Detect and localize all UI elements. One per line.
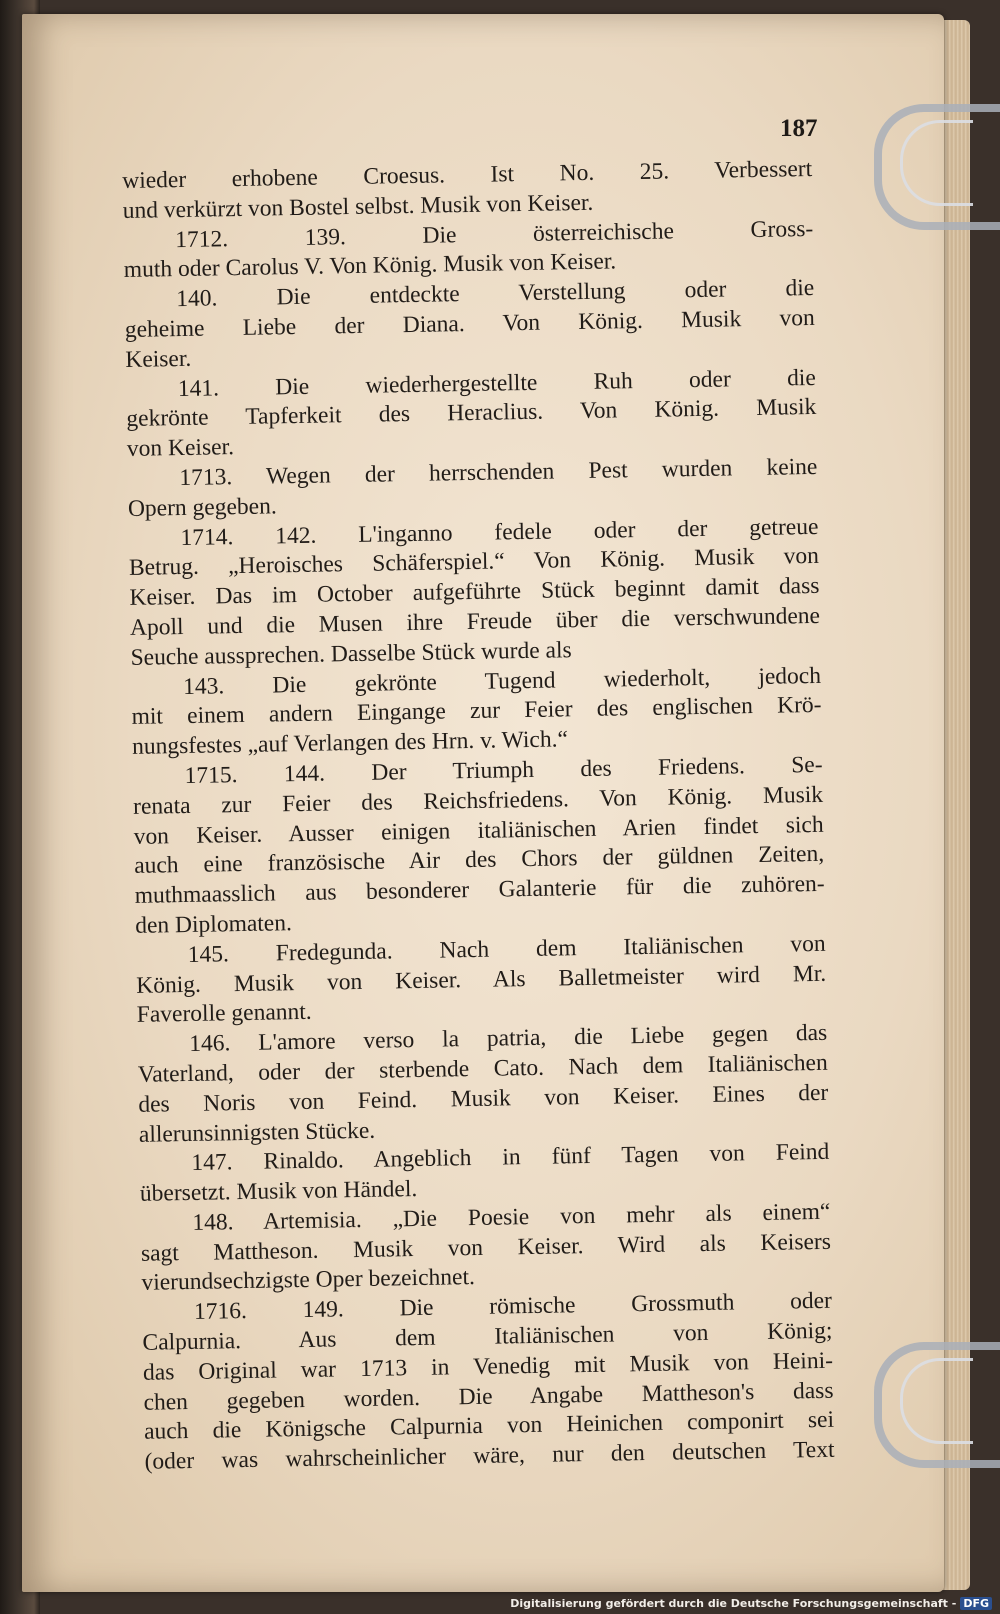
text-line: von Keiser. [126,434,235,463]
text-line: Keiser. Das im October aufgeführte Stück beginnt damit dass [129,573,820,612]
text-line: das Original war 1713 in Venedig mit Musik von Heini- [142,1347,834,1386]
text-line: Seuche aussprechen. Dasselbe Stück wurde als [130,636,572,671]
text-line: Betrug. „Heroisches Schäferspiel.“ Von König. Musik von [128,543,820,582]
text-line: 141. Die wiederhergestellte Ruh oder die [177,364,817,402]
text-line: 140. Die entdeckte Verstellung oder die [176,275,815,313]
text-line: 147. Rinaldo. Angeblich in fünf Tagen von Feind [191,1139,830,1177]
page-number: 187 [780,115,818,142]
text-line: Keiser. [125,345,192,373]
text-line: 145. Fredegunda. Nach dem Italiänischen von [187,930,826,968]
text-line: 1712. 139. Die österreichische Gross- [175,215,814,253]
page-body-text [122,155,835,1478]
text-line: gekrönte Tapferkeit des Heraclius. Von König. Musik [126,394,817,433]
text-line: des Noris von Feind. Musik von Keiser. Eines der [138,1079,829,1118]
digitization-credit [510,1597,992,1610]
text-line: nungsfestes „auf Verlangen des Hrn. v. Wich.“ [131,726,569,761]
text-line: mit einem andern Eingange zur Feier des englischen Krö- [131,692,822,731]
paper-clip-bottom [874,1342,1000,1468]
text-line: Faverolle genannt. [136,999,312,1029]
credit-text: Digitalisierung gefördert durch die Deutsche Forschungsgemeinschaft - [510,1597,957,1610]
text-line: König. Musik von Keiser. Als Balletmeister wird Mr. [136,960,827,999]
text-line: 143. Die gekrönte Tugend wiederholt, jedoch [182,662,822,700]
text-line: 1714. 142. L'inganno fedele oder der getreue [180,513,819,551]
text-line: Vaterland, oder der sterbende Cato. Nach dem Italiänischen [137,1049,828,1088]
text-line: sagt Mattheson. Musik von Keiser. Wird als Keisers [140,1228,832,1267]
text-line: 1713. Wegen der herrschenden Pest wurden keine [179,453,818,492]
text-line: auch die Königsche Calpurnia von Heinichen componirt sei [143,1407,835,1446]
text-line: renata zur Feier des Reichsfriedens. Von König. Musik [132,781,824,820]
text-line: 1716. 149. Die römische Grossmuth oder [193,1288,833,1326]
text-line: muth oder Carolus V. Von König. Musik von Keiser. [123,248,617,284]
text-line: wieder erhobene Croesus. Ist No. 25. Verbessert [122,155,813,194]
text-line: übersetzt. Musik von Händel. [139,1176,418,1207]
dfg-logo: DFG [960,1597,992,1610]
text-line: von Keiser. Ausser einigen italiänischen Arien findet sich [133,811,824,850]
text-line: chen gegeben worden. Die Angabe Mattheson's dass [143,1377,834,1416]
text-line: 1715. 144. Der Triumph des Friedens. Se- [184,751,823,789]
text-line: vierundsechzigste Oper bezeichnet. [141,1264,476,1297]
text-line: allerunsinnigsten Stücke. [138,1117,376,1148]
text-line: den Diplomaten. [135,910,293,939]
text-line: Apoll und die Musen ihre Freude über die verschwundene [129,602,821,641]
text-line: muthmaasslich aus besonderer Galanterie für die zuhören- [134,870,825,910]
text-line: 148. Artemisia. „Die Poesie von mehr als einem“ [192,1198,831,1236]
text-line: 146. L'amore verso la patria, die Liebe gegen das [189,1019,828,1058]
text-line: geheime Liebe der Diana. Von König. Musik von [124,304,815,343]
text-line: (oder was wahrscheinlicher wäre, nur den deutschen Text [144,1437,835,1476]
text-line: und verkürzt von Bostel selbst. Musik von Keiser. [122,189,594,224]
text-line: Opern gegeben. [127,493,277,522]
text-line: Calpurnia. Aus dem Italiänischen von König; [142,1317,833,1356]
paper-clip-top [874,104,1000,230]
text-line: auch eine französische Air des Chors der güldnen Zeiten, [133,841,825,880]
